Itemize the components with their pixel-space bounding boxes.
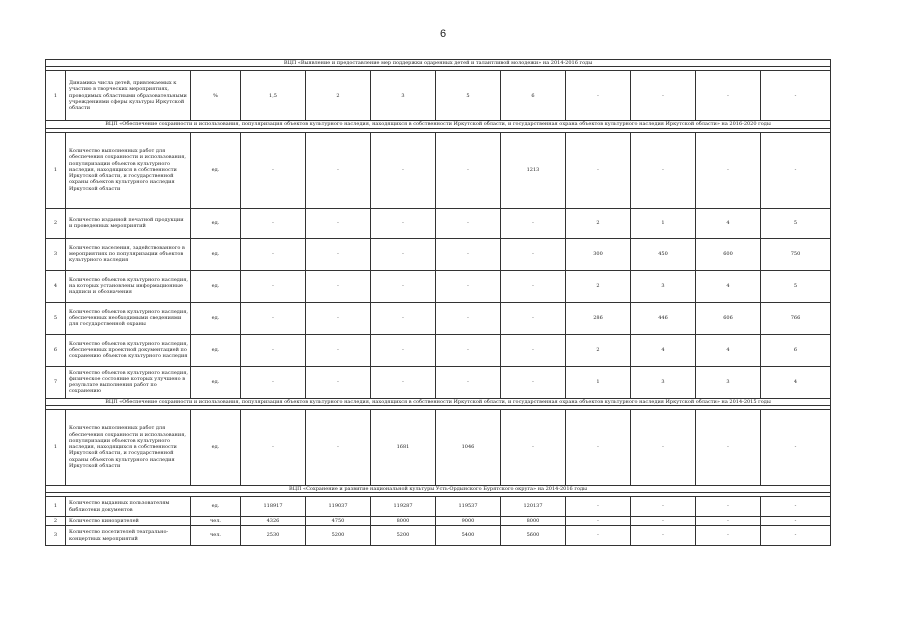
value-cell: 5200	[306, 526, 371, 546]
value-cell: -	[761, 497, 831, 517]
value-cell: -	[566, 409, 631, 485]
value-cell: -	[761, 132, 831, 208]
value-cell: 450	[631, 238, 696, 270]
value-cell: -	[566, 132, 631, 208]
value-cell: -	[631, 71, 696, 121]
indicator-description: Количество объектов культурного наследия, на которых установлены информационные надписи и обозначения	[66, 270, 191, 302]
value-cell: -	[566, 526, 631, 546]
value-cell: -	[696, 497, 761, 517]
section-header	[46, 485, 831, 492]
value-cell: -	[306, 238, 371, 270]
value-cell: -	[371, 132, 436, 208]
value-cell: -	[696, 132, 761, 208]
value-cell: 3	[696, 366, 761, 398]
value-cell: -	[631, 132, 696, 208]
value-cell: -	[241, 208, 306, 238]
value-cell: -	[436, 238, 501, 270]
value-cell: -	[696, 526, 761, 546]
unit-cell: %	[191, 71, 241, 121]
value-cell: -	[241, 302, 306, 334]
value-cell: -	[566, 497, 631, 517]
value-cell: -	[436, 366, 501, 398]
value-cell: 4750	[306, 517, 371, 526]
row-number: 1	[46, 71, 66, 121]
section-header	[46, 60, 831, 67]
value-cell: -	[566, 71, 631, 121]
value-cell: -	[371, 302, 436, 334]
value-cell: -	[501, 409, 566, 485]
value-cell: -	[306, 302, 371, 334]
value-cell: 119037	[306, 497, 371, 517]
value-cell: -	[566, 517, 631, 526]
row-number: 4	[46, 270, 66, 302]
unit-cell: ед.	[191, 334, 241, 366]
value-cell: 606	[696, 302, 761, 334]
row-number: 7	[46, 366, 66, 398]
unit-cell: ед.	[191, 366, 241, 398]
section-title: ВЦП «Выявление и предоставление мер поддержки одаренных детей и талантливой молодежи» на 2014-2016 годы	[46, 60, 831, 67]
indicator-description: Количество выполненных работ для обеспечения сохранности и использования, популяризации объектов культурного наследия, находящихся в собственности Иркутской области, и государственной охраны объектов культурного наследия Иркутской области	[66, 409, 191, 485]
row-number: 5	[46, 302, 66, 334]
value-cell: -	[761, 71, 831, 121]
value-cell: 6	[761, 334, 831, 366]
table-row	[46, 366, 831, 398]
value-cell: 2	[566, 334, 631, 366]
section-header	[46, 121, 831, 128]
unit-cell: ед.	[191, 270, 241, 302]
row-number: 3	[46, 526, 66, 546]
value-cell: -	[241, 366, 306, 398]
section-title: ВЦП «Обеспечение сохранности и использования, популяризация объектов культурного наследия, находящихся в собственности Иркутской области, и государственная охрана объектов культурного наследия Иркутской области» на 2014-2015 годы	[46, 398, 831, 405]
indicator-description: Количество изданной печатной продукции и проведенных мероприятий	[66, 208, 191, 238]
value-cell: 5400	[436, 526, 501, 546]
value-cell: -	[371, 208, 436, 238]
value-cell: 1213	[501, 132, 566, 208]
table-row	[46, 132, 831, 208]
value-cell: 1,5	[241, 71, 306, 121]
value-cell: 1046	[436, 409, 501, 485]
value-cell: 1	[566, 366, 631, 398]
value-cell: 2	[566, 270, 631, 302]
value-cell: -	[696, 409, 761, 485]
value-cell: 9000	[436, 517, 501, 526]
unit-cell: ед.	[191, 208, 241, 238]
unit-cell: чел.	[191, 517, 241, 526]
value-cell: -	[436, 334, 501, 366]
value-cell: -	[306, 132, 371, 208]
value-cell: 4	[696, 270, 761, 302]
indicator-description: Динамика числа детей, привлекаемых к участию в творческих мероприятиях, проводимых областными образовательными учреждениями сферы культуры Иркутской области	[66, 71, 191, 121]
indicator-description: Количество объектов культурного наследия, обеспеченных необходимыми сведениями для государственной охраны	[66, 302, 191, 334]
value-cell: 766	[761, 302, 831, 334]
value-cell: -	[241, 409, 306, 485]
value-cell: -	[371, 334, 436, 366]
value-cell: 1681	[371, 409, 436, 485]
row-number: 1	[46, 497, 66, 517]
value-cell: -	[761, 517, 831, 526]
value-cell: 5	[761, 270, 831, 302]
value-cell: 750	[761, 238, 831, 270]
table-row	[46, 517, 831, 526]
row-number: 6	[46, 334, 66, 366]
value-cell: -	[631, 497, 696, 517]
value-cell: -	[501, 238, 566, 270]
table-row	[46, 526, 831, 546]
indicator-description: Количество выданных пользователям библиотеки документов	[66, 497, 191, 517]
value-cell: -	[306, 208, 371, 238]
value-cell: 300	[566, 238, 631, 270]
value-cell: -	[696, 71, 761, 121]
unit-cell: ед.	[191, 302, 241, 334]
value-cell: -	[761, 409, 831, 485]
page-number: 6	[440, 28, 447, 40]
value-cell: 120137	[501, 497, 566, 517]
value-cell: 5	[436, 71, 501, 121]
indicators-table	[45, 59, 831, 546]
indicator-description: Количество выполненных работ для обеспечения сохранности и использования, популяризации объектов культурного наследия, находящихся в собственности Иркутской области, и государственной охраны объектов культурного наследия Иркутской области	[66, 132, 191, 208]
indicator-description: Количество объектов культурного наследия, физическое состояние которых улучшено в результате выполнения работ по сохранению	[66, 366, 191, 398]
table-row	[46, 497, 831, 517]
value-cell: -	[241, 334, 306, 366]
value-cell: -	[306, 366, 371, 398]
indicator-description: Количество посетителей театрально-концертных мероприятий	[66, 526, 191, 546]
section-header	[46, 398, 831, 405]
unit-cell: чел.	[191, 526, 241, 546]
value-cell: -	[631, 526, 696, 546]
value-cell: -	[436, 270, 501, 302]
row-number: 1	[46, 409, 66, 485]
row-number: 3	[46, 238, 66, 270]
value-cell: 5600	[501, 526, 566, 546]
value-cell: 4	[761, 366, 831, 398]
value-cell: 3	[631, 270, 696, 302]
value-cell: 119287	[371, 497, 436, 517]
value-cell: -	[241, 132, 306, 208]
value-cell: -	[501, 334, 566, 366]
value-cell: 118917	[241, 497, 306, 517]
value-cell: 600	[696, 238, 761, 270]
value-cell: 4326	[241, 517, 306, 526]
value-cell: -	[436, 208, 501, 238]
value-cell: 4	[696, 208, 761, 238]
value-cell: 1	[631, 208, 696, 238]
row-number: 1	[46, 132, 66, 208]
value-cell: -	[761, 526, 831, 546]
value-cell: 5200	[371, 526, 436, 546]
indicator-description: Количество кинозрителей	[66, 517, 191, 526]
indicator-description: Количество объектов культурного наследия, обеспеченных проектной документацией по сохранению объектов культурного наследия	[66, 334, 191, 366]
value-cell: -	[631, 517, 696, 526]
unit-cell: ед.	[191, 497, 241, 517]
row-number: 2	[46, 517, 66, 526]
value-cell: 2	[566, 208, 631, 238]
value-cell: 6	[501, 71, 566, 121]
value-cell: -	[306, 270, 371, 302]
value-cell: 4	[696, 334, 761, 366]
value-cell: 2530	[241, 526, 306, 546]
table-row	[46, 302, 831, 334]
value-cell: -	[306, 409, 371, 485]
unit-cell: ед.	[191, 409, 241, 485]
value-cell: -	[696, 517, 761, 526]
value-cell: 5	[761, 208, 831, 238]
value-cell: -	[501, 208, 566, 238]
value-cell: 3	[631, 366, 696, 398]
section-title: ВЦП «Обеспечение сохранности и использования, популяризация объектов культурного наследия, находящихся в собственности Иркутской области, и государственная охрана объектов культурного наследия Иркутской области» на 2016-2020 годы	[46, 121, 831, 128]
value-cell: -	[241, 270, 306, 302]
table-row	[46, 208, 831, 238]
unit-cell: ед.	[191, 238, 241, 270]
value-cell: 8000	[371, 517, 436, 526]
table-row	[46, 71, 831, 121]
value-cell: 4	[631, 334, 696, 366]
table-row	[46, 238, 831, 270]
value-cell: -	[501, 270, 566, 302]
value-cell: -	[631, 409, 696, 485]
value-cell: -	[371, 270, 436, 302]
value-cell: -	[501, 302, 566, 334]
unit-cell: ед.	[191, 132, 241, 208]
table-row	[46, 270, 831, 302]
value-cell: -	[306, 334, 371, 366]
table-row	[46, 334, 831, 366]
value-cell: -	[501, 366, 566, 398]
row-number: 2	[46, 208, 66, 238]
table-row	[46, 409, 831, 485]
value-cell: 286	[566, 302, 631, 334]
value-cell: -	[436, 132, 501, 208]
section-title: ВЦП «Сохранение и развитие национальной культуры Усть-Ордынского Бурятского округа» на 2014-2016 годы	[46, 485, 831, 492]
value-cell: 2	[306, 71, 371, 121]
value-cell: 119537	[436, 497, 501, 517]
value-cell: 446	[631, 302, 696, 334]
value-cell: -	[371, 238, 436, 270]
value-cell: -	[436, 302, 501, 334]
value-cell: 3	[371, 71, 436, 121]
value-cell: -	[371, 366, 436, 398]
value-cell: -	[241, 238, 306, 270]
indicator-description: Количество населения, задействованного в мероприятиях по популяризации объектов культурного наследия	[66, 238, 191, 270]
value-cell: 8000	[501, 517, 566, 526]
